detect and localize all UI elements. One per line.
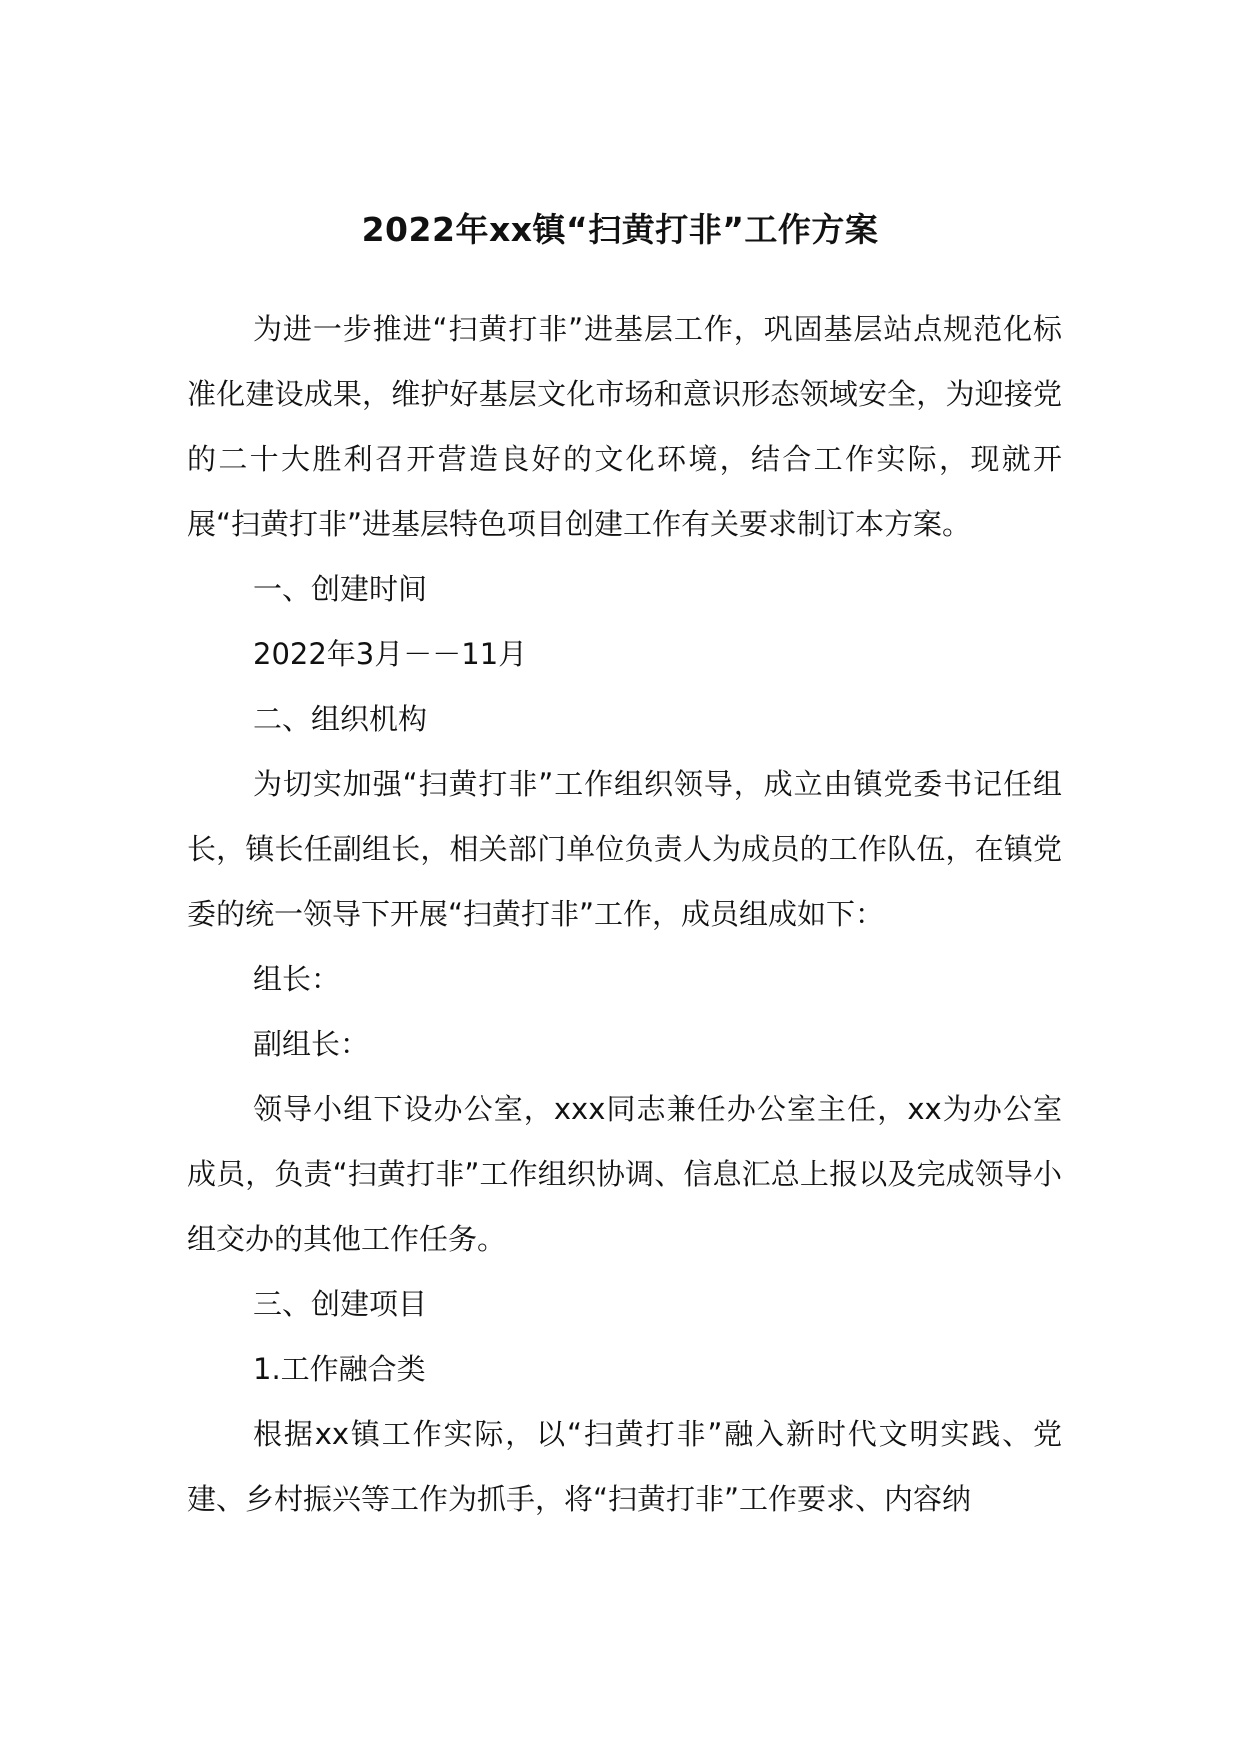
section-heading-creation-time: 一、创建时间 <box>253 572 428 606</box>
office-paragraph: 领导小组下设办公室，xxx同志兼任办公室主任，xx为办公室成员，负责“扫黄打非”工作组织协调、信息汇总上报以及完成领导小组交办的其他工作任务。 <box>187 1092 1062 1256</box>
document-title: 2022年xx镇“扫黄打非”工作方案 <box>361 210 879 249</box>
section-heading-organization: 二、组织机构 <box>253 702 428 736</box>
creation-time-value: 2022年3月－－11月 <box>253 637 528 671</box>
section-heading-projects: 三、创建项目 <box>253 1287 428 1321</box>
subsection-heading-work-integration: 1.工作融合类 <box>253 1352 426 1386</box>
team-leader-line: 组长： <box>253 962 341 996</box>
intro-paragraph: 为进一步推进“扫黄打非”进基层工作，巩固基层站点规范化标准化建设成果，维护好基层文化市场和意识形态领域安全，为迎接党的二十大胜利召开营造良好的文化环境，结合工作实际，现就开展“扫黄打非”进基层特色项目创建工作有关要求制订本方案。 <box>187 312 1062 541</box>
document-body <box>187 297 1062 1532</box>
organization-paragraph: 为切实加强“扫黄打非”工作组织领导，成立由镇党委书记任组长，镇长任副组长，相关部门单位负责人为成员的工作队伍，在镇党委的统一领导下开展“扫黄打非”工作，成员组成如下： <box>187 767 1062 931</box>
work-integration-paragraph: 根据xx镇工作实际，以“扫黄打非”融入新时代文明实践、党建、乡村振兴等工作为抓手，将“扫黄打非”工作要求、内容纳 <box>187 1417 1062 1516</box>
deputy-leader-line: 副组长： <box>253 1027 370 1061</box>
